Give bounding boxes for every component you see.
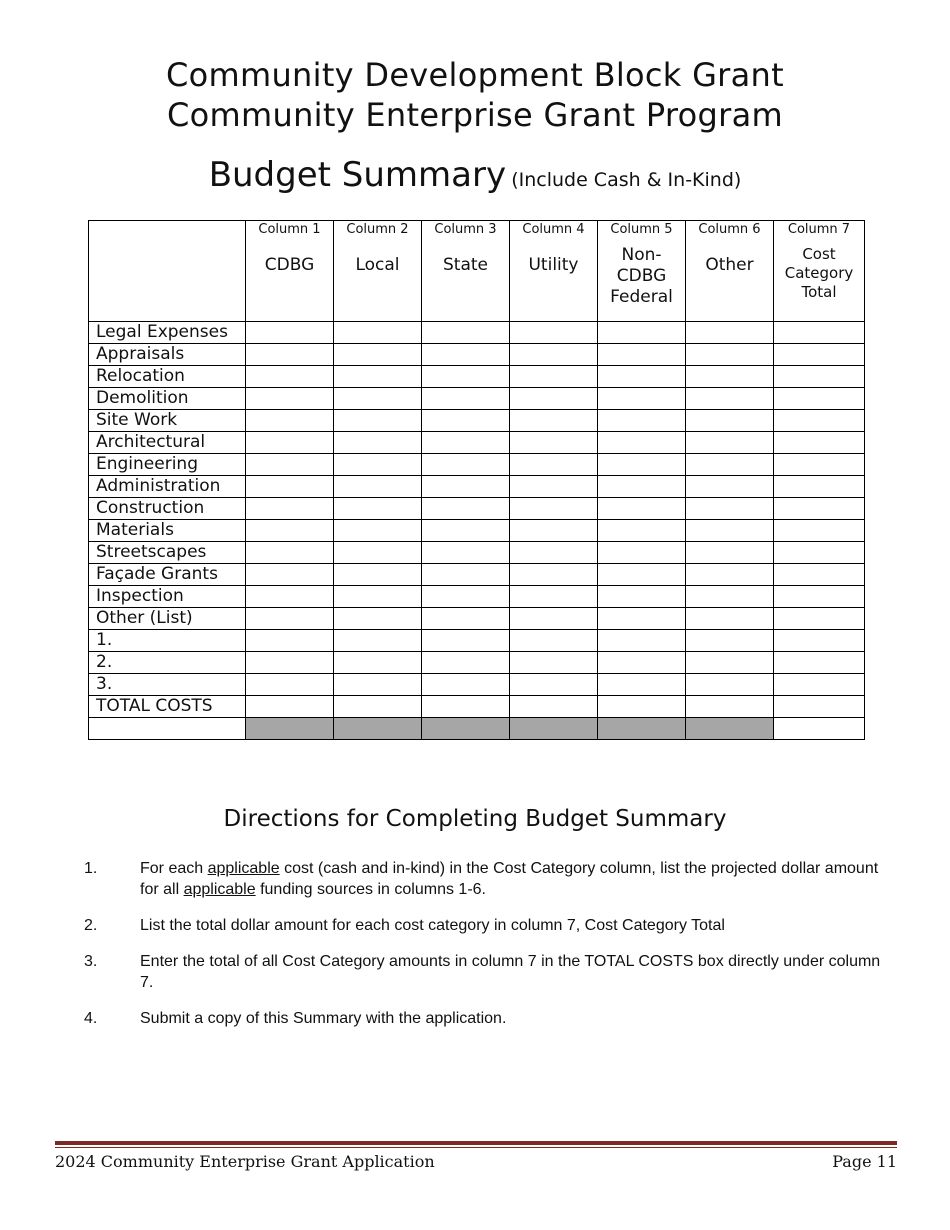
amount-cell[interactable]	[774, 498, 865, 520]
amount-cell[interactable]	[774, 476, 865, 498]
amount-cell[interactable]	[334, 454, 422, 476]
amount-cell[interactable]	[686, 454, 774, 476]
amount-cell[interactable]	[246, 344, 334, 366]
column-number: Column 2	[346, 222, 409, 237]
column-number: Column 1	[258, 222, 321, 237]
table-row	[89, 432, 865, 454]
amount-cell[interactable]	[422, 674, 510, 696]
shaded-cell	[686, 718, 774, 740]
amount-cell[interactable]	[334, 322, 422, 344]
footer-document-name: 2024 Community Enterprise Grant Application	[55, 1152, 435, 1171]
amount-cell[interactable]	[422, 630, 510, 652]
table-row	[89, 630, 865, 652]
footer-rule-thin	[55, 1147, 897, 1148]
amount-cell[interactable]	[422, 586, 510, 608]
column-number: Column 6	[698, 222, 761, 237]
amount-cell[interactable]	[334, 520, 422, 542]
table-row	[89, 542, 865, 564]
amount-cell[interactable]	[246, 454, 334, 476]
direction-item	[84, 1008, 894, 1029]
amount-cell[interactable]	[334, 586, 422, 608]
amount-cell[interactable]	[598, 608, 686, 630]
amount-cell[interactable]	[422, 542, 510, 564]
amount-cell[interactable]	[422, 498, 510, 520]
amount-cell[interactable]	[686, 432, 774, 454]
amount-cell[interactable]	[774, 520, 865, 542]
amount-cell[interactable]	[246, 652, 334, 674]
row-label: Appraisals	[89, 344, 246, 366]
amount-cell[interactable]	[686, 498, 774, 520]
amount-cell[interactable]	[510, 542, 598, 564]
amount-cell[interactable]	[510, 520, 598, 542]
amount-cell[interactable]	[246, 674, 334, 696]
amount-cell[interactable]	[422, 454, 510, 476]
shaded-cell	[598, 718, 686, 740]
amount-cell[interactable]	[510, 564, 598, 586]
amount-cell[interactable]	[334, 652, 422, 674]
amount-cell[interactable]	[686, 696, 774, 718]
amount-cell[interactable]	[334, 608, 422, 630]
shaded-cell	[334, 718, 422, 740]
amount-cell[interactable]	[422, 322, 510, 344]
table-row	[89, 388, 865, 410]
amount-cell[interactable]	[686, 520, 774, 542]
column-name: CDBG	[264, 255, 315, 275]
table-row	[89, 564, 865, 586]
amount-cell[interactable]	[598, 542, 686, 564]
amount-cell[interactable]	[246, 498, 334, 520]
amount-cell[interactable]	[598, 630, 686, 652]
amount-cell[interactable]	[774, 344, 865, 366]
budget-table	[88, 220, 865, 740]
amount-cell[interactable]	[422, 696, 510, 718]
amount-cell[interactable]	[598, 696, 686, 718]
amount-cell[interactable]	[334, 476, 422, 498]
amount-cell[interactable]	[686, 542, 774, 564]
budget-summary-heading	[0, 155, 950, 195]
amount-cell[interactable]	[246, 476, 334, 498]
row-label: Engineering	[89, 454, 246, 476]
title-line-2: Community Enterprise Grant Program	[167, 96, 783, 134]
header-corner	[89, 221, 246, 322]
amount-cell[interactable]	[598, 476, 686, 498]
direction-underlined-text: applicable	[207, 860, 280, 877]
amount-cell[interactable]	[510, 630, 598, 652]
amount-cell[interactable]	[334, 674, 422, 696]
amount-cell[interactable]	[686, 388, 774, 410]
amount-cell[interactable]	[774, 652, 865, 674]
amount-cell[interactable]	[774, 630, 865, 652]
blank-cell	[89, 718, 246, 740]
amount-cell[interactable]	[686, 410, 774, 432]
amount-cell[interactable]	[510, 322, 598, 344]
amount-cell[interactable]	[774, 586, 865, 608]
amount-cell[interactable]	[598, 344, 686, 366]
direction-number: 4.	[84, 1010, 98, 1027]
amount-cell[interactable]	[334, 696, 422, 718]
amount-cell[interactable]	[774, 432, 865, 454]
amount-cell[interactable]	[598, 498, 686, 520]
amount-cell[interactable]	[510, 586, 598, 608]
amount-cell[interactable]	[334, 630, 422, 652]
table-row-total-box	[89, 718, 865, 740]
amount-cell[interactable]	[422, 388, 510, 410]
table-body	[89, 322, 865, 740]
amount-cell[interactable]	[686, 564, 774, 586]
footer-rule-thick	[55, 1141, 897, 1145]
amount-cell[interactable]	[334, 366, 422, 388]
column-number: Column 5	[610, 222, 673, 237]
row-label: Façade Grants	[89, 564, 246, 586]
table-row	[89, 498, 865, 520]
amount-cell[interactable]	[774, 696, 865, 718]
amount-cell[interactable]	[334, 542, 422, 564]
amount-cell[interactable]	[246, 432, 334, 454]
table-row	[89, 608, 865, 630]
row-label: Administration	[89, 476, 246, 498]
amount-cell[interactable]	[774, 322, 865, 344]
row-label: 1.	[89, 630, 246, 652]
amount-cell[interactable]	[246, 586, 334, 608]
total-costs-box[interactable]	[774, 718, 865, 740]
amount-cell[interactable]	[598, 432, 686, 454]
amount-cell[interactable]	[422, 476, 510, 498]
directions-list	[84, 858, 894, 1044]
amount-cell[interactable]	[334, 410, 422, 432]
direction-text: Enter the total of all Cost Category amounts in column 7 in the TOTAL COSTS box directly under column 7.	[140, 953, 881, 991]
amount-cell[interactable]	[334, 498, 422, 520]
amount-cell[interactable]	[774, 388, 865, 410]
amount-cell[interactable]	[774, 608, 865, 630]
amount-cell[interactable]	[510, 696, 598, 718]
shaded-cell	[246, 718, 334, 740]
direction-item	[84, 858, 894, 900]
amount-cell[interactable]	[510, 366, 598, 388]
column-header	[422, 221, 510, 322]
amount-cell[interactable]	[246, 542, 334, 564]
column-name: State	[443, 255, 488, 275]
table-row	[89, 322, 865, 344]
amount-cell[interactable]	[334, 564, 422, 586]
direction-text: List the total dollar amount for each cost category in column 7, Cost Category Total	[140, 917, 725, 934]
amount-cell[interactable]	[510, 674, 598, 696]
budget-summary-title: Budget Summary	[208, 155, 507, 195]
footer-page-number: Page 11	[832, 1152, 897, 1171]
amount-cell[interactable]	[774, 564, 865, 586]
row-label: 3.	[89, 674, 246, 696]
title-line-1: Community Development Block Grant	[166, 56, 784, 94]
amount-cell[interactable]	[598, 520, 686, 542]
direction-number: 3.	[84, 953, 98, 970]
row-label: Inspection	[89, 586, 246, 608]
column-header	[334, 221, 422, 322]
amount-cell[interactable]	[598, 410, 686, 432]
table-row	[89, 586, 865, 608]
amount-cell[interactable]	[774, 674, 865, 696]
amount-cell[interactable]	[686, 586, 774, 608]
column-name: Non-CDBG Federal	[610, 245, 673, 307]
column-name: Other	[705, 255, 754, 275]
table-row	[89, 454, 865, 476]
direction-item	[84, 915, 894, 936]
amount-cell[interactable]	[246, 564, 334, 586]
amount-cell[interactable]	[422, 608, 510, 630]
shaded-cell	[510, 718, 598, 740]
amount-cell[interactable]	[686, 608, 774, 630]
amount-cell[interactable]	[422, 366, 510, 388]
amount-cell[interactable]	[598, 454, 686, 476]
amount-cell[interactable]	[686, 322, 774, 344]
amount-cell[interactable]	[422, 344, 510, 366]
amount-cell[interactable]	[510, 388, 598, 410]
amount-cell[interactable]	[774, 454, 865, 476]
amount-cell[interactable]	[334, 388, 422, 410]
row-label: Streetscapes	[89, 542, 246, 564]
direction-number: 2.	[84, 917, 98, 934]
table-row	[89, 366, 865, 388]
table-row	[89, 410, 865, 432]
page-footer	[55, 1152, 897, 1171]
amount-cell[interactable]	[246, 366, 334, 388]
row-label: Construction	[89, 498, 246, 520]
amount-cell[interactable]	[246, 322, 334, 344]
column-name: Local	[355, 255, 400, 275]
column-header	[774, 221, 865, 322]
amount-cell[interactable]	[598, 586, 686, 608]
amount-cell[interactable]	[686, 344, 774, 366]
direction-text-part: funding sources in columns 1-6.	[255, 881, 486, 898]
direction-text	[140, 858, 894, 900]
amount-cell[interactable]	[422, 432, 510, 454]
amount-cell[interactable]	[334, 344, 422, 366]
table-row	[89, 674, 865, 696]
amount-cell[interactable]	[686, 476, 774, 498]
amount-cell[interactable]	[510, 344, 598, 366]
amount-cell[interactable]	[246, 608, 334, 630]
amount-cell[interactable]	[686, 652, 774, 674]
amount-cell[interactable]	[510, 410, 598, 432]
column-header	[598, 221, 686, 322]
amount-cell[interactable]	[334, 432, 422, 454]
table-row	[89, 520, 865, 542]
amount-cell[interactable]	[774, 410, 865, 432]
amount-cell[interactable]	[422, 564, 510, 586]
amount-cell[interactable]	[774, 542, 865, 564]
table-row	[89, 344, 865, 366]
direction-text-part: For each	[140, 860, 208, 877]
amount-cell[interactable]	[686, 630, 774, 652]
amount-cell[interactable]	[246, 696, 334, 718]
row-label: Site Work	[89, 410, 246, 432]
row-label: Architectural	[89, 432, 246, 454]
row-label: Relocation	[89, 366, 246, 388]
row-label: Other (List)	[89, 608, 246, 630]
amount-cell[interactable]	[246, 410, 334, 432]
amount-cell[interactable]	[686, 366, 774, 388]
amount-cell[interactable]	[598, 674, 686, 696]
row-label: Materials	[89, 520, 246, 542]
row-label: Demolition	[89, 388, 246, 410]
amount-cell[interactable]	[774, 366, 865, 388]
amount-cell[interactable]	[510, 432, 598, 454]
direction-number: 1.	[84, 860, 98, 877]
direction-item	[84, 951, 894, 993]
amount-cell[interactable]	[246, 388, 334, 410]
amount-cell[interactable]	[510, 652, 598, 674]
table-row	[89, 696, 865, 718]
amount-cell[interactable]	[510, 476, 598, 498]
directions-title: Directions for Completing Budget Summary	[223, 806, 727, 832]
direction-text-part: cost (cash and in-kind) in the Cost Category column, list the projected dollar amount for all	[140, 860, 879, 898]
direction-text: Submit a copy of this Summary with the application.	[140, 1010, 507, 1027]
column-name: Cost Category Total	[784, 245, 854, 301]
table-header-row	[89, 221, 865, 322]
amount-cell[interactable]	[510, 498, 598, 520]
amount-cell[interactable]	[510, 454, 598, 476]
column-name: Utility	[528, 255, 579, 275]
amount-cell[interactable]	[598, 322, 686, 344]
column-header	[686, 221, 774, 322]
column-number: Column 7	[787, 222, 851, 237]
direction-underlined-text: applicable	[183, 881, 256, 898]
column-number: Column 4	[522, 222, 585, 237]
amount-cell[interactable]	[246, 630, 334, 652]
amount-cell[interactable]	[422, 652, 510, 674]
column-number: Column 3	[434, 222, 497, 237]
shaded-cell	[422, 718, 510, 740]
row-label: 2.	[89, 652, 246, 674]
row-label: Legal Expenses	[89, 322, 246, 344]
amount-cell[interactable]	[598, 652, 686, 674]
amount-cell[interactable]	[598, 366, 686, 388]
amount-cell[interactable]	[422, 410, 510, 432]
amount-cell[interactable]	[686, 674, 774, 696]
amount-cell[interactable]	[246, 520, 334, 542]
column-header	[510, 221, 598, 322]
row-label: TOTAL COSTS	[89, 696, 246, 718]
column-header	[246, 221, 334, 322]
budget-summary-note: (Include Cash & In-Kind)	[511, 169, 742, 191]
table-row	[89, 652, 865, 674]
amount-cell[interactable]	[598, 564, 686, 586]
document-title	[0, 55, 950, 135]
table-row	[89, 476, 865, 498]
amount-cell[interactable]	[598, 388, 686, 410]
amount-cell[interactable]	[422, 520, 510, 542]
amount-cell[interactable]	[510, 608, 598, 630]
